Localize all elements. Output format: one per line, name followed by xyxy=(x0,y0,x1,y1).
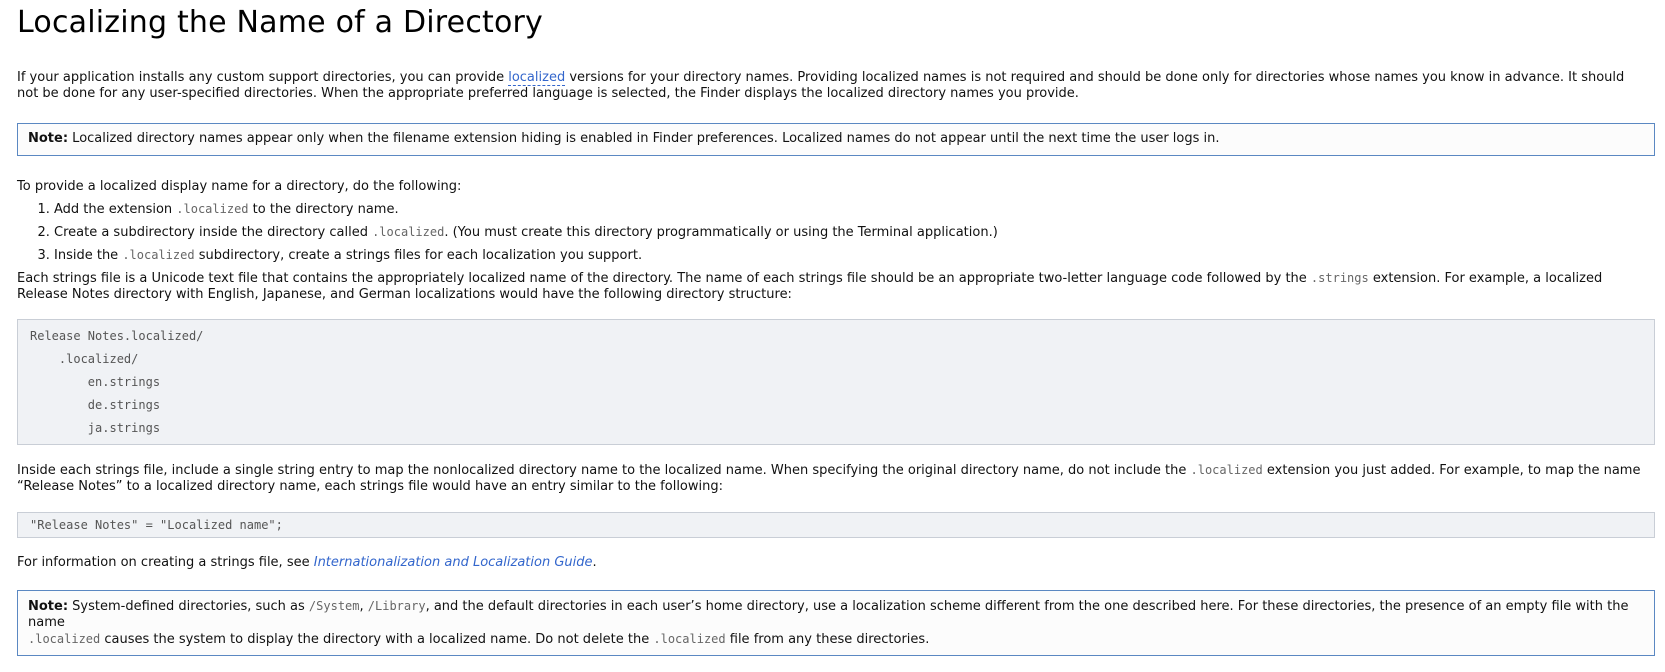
code-line: en.strings xyxy=(30,375,161,389)
code-line: ja.strings xyxy=(30,421,161,435)
intro-text-before: If your application installs any custom support directories, you can provide xyxy=(17,70,509,85)
string-entry-code-block: "Release Notes" = "Localized name"; xyxy=(17,512,1655,538)
localized-glossary-link[interactable]: localized xyxy=(508,70,566,85)
paragraph-text: Inside each strings file, include a single string entry to map the nonlocalized directory name to the localized name. When specifying the original directory name, do not include the xyxy=(17,463,1191,478)
intro-text-after: versions for your directory names. Providing localized names is not required and should be done only for directories whose names you know in advance. It should not be done for any user-specified directories. When the appropriate preferred language is selected, the Finder displays the localized directory names you provide. xyxy=(17,70,1625,101)
inline-code: .localized xyxy=(1190,463,1263,477)
inline-code: .localized xyxy=(176,202,249,216)
paragraph-text: . xyxy=(592,555,597,570)
note-box-system-directories xyxy=(17,590,1655,656)
list-item xyxy=(54,224,1655,241)
note-label: Note: xyxy=(28,131,69,146)
note-text: System-defined directories, such as xyxy=(68,599,309,614)
paragraph-text: extension. For example, a localized Release Notes directory with English, Japanese, and German localizations would have the following directory structure: xyxy=(17,271,1603,302)
step-text: . (You must create this directory programmatically or using the Terminal application.) xyxy=(444,225,998,240)
steps-list xyxy=(17,201,1655,264)
intro-paragraph xyxy=(17,70,1642,102)
page-title: Localizing the Name of a Directory xyxy=(17,5,544,40)
code-line: de.strings xyxy=(30,398,161,412)
step-text: Inside the xyxy=(54,248,123,263)
step-text: to the directory name. xyxy=(248,202,399,217)
note-text: file from any these directories. xyxy=(725,632,930,647)
code-line: Release Notes.localized/ xyxy=(30,329,204,343)
inline-code: .strings xyxy=(1310,271,1369,285)
step-text: subdirectory, create a strings files for each localization you support. xyxy=(194,248,643,263)
note-text: , and the default directories in each user’s home directory, use a localization scheme different from the one described here. For these directories, the presence of an empty file with the name xyxy=(28,599,1629,630)
list-item xyxy=(54,201,1655,218)
directory-structure-code-block xyxy=(17,319,1655,445)
string-entry-paragraph xyxy=(17,462,1642,495)
list-item xyxy=(54,247,1655,264)
note-text: Localized directory names appear only when the filename extension hiding is enabled in Finder preferences. Localized names do not appear until the next time the user logs in. xyxy=(68,131,1220,146)
note-label: Note: xyxy=(28,599,69,614)
inline-code: /System xyxy=(308,599,360,613)
paragraph-text: Each strings file is a Unicode text file that contains the appropriately localized name of the directory. The name of each strings file should be an appropriate two-letter language code followed by the xyxy=(17,271,1311,286)
inline-code: .localized xyxy=(28,632,101,646)
steps-lead: To provide a localized display name for a directory, do the following: xyxy=(17,179,462,194)
i18n-guide-link[interactable]: Internationalization and Localization Guide xyxy=(313,555,593,570)
step-text: Create a subdirectory inside the directory called xyxy=(54,225,373,240)
note-text: , xyxy=(359,599,368,614)
inline-code: .localized xyxy=(372,225,445,239)
inline-code: .localized xyxy=(122,248,195,262)
step-text: Add the extension xyxy=(54,202,177,217)
paragraph-text: For information on creating a strings file, see xyxy=(17,555,314,570)
paragraph-text: extension you just added. For example, to map the name “Release Notes” to a localized directory name, each strings file would have an entry similar to the following: xyxy=(17,463,1641,494)
note-box-finder xyxy=(17,123,1655,156)
inline-code: .localized xyxy=(653,632,726,646)
inline-code: /Library xyxy=(367,599,426,613)
code-line: .localized/ xyxy=(30,352,139,366)
for-info-paragraph xyxy=(17,555,1655,571)
strings-file-paragraph xyxy=(17,270,1642,303)
note-text: causes the system to display the directory with a localized name. Do not delete the xyxy=(100,632,654,647)
